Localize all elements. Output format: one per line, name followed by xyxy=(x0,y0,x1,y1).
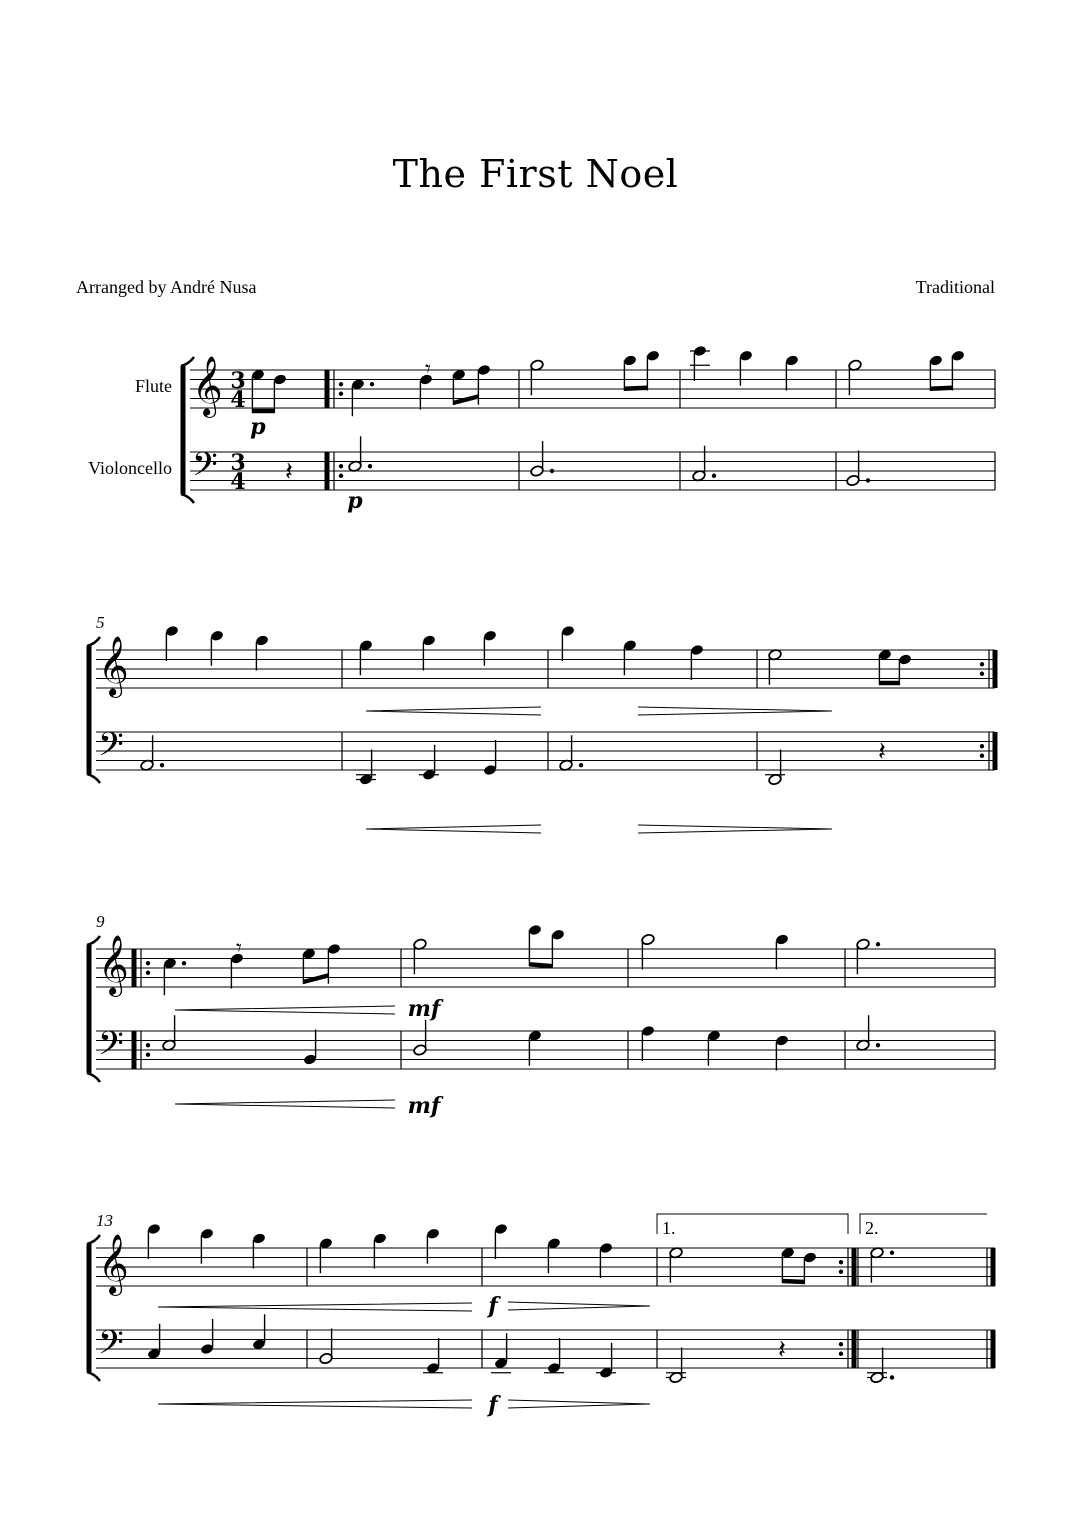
instrument-label-cello: Violoncello xyxy=(88,458,172,478)
augmentation-dot xyxy=(339,474,343,478)
augmentation-dot xyxy=(146,961,150,965)
instrument-label-flute: Flute xyxy=(134,376,172,396)
augmentation-dot xyxy=(980,662,984,666)
quarter-rest-icon: 𝄽 xyxy=(778,1335,786,1365)
time-signature-denominator: 4 xyxy=(230,469,246,495)
system-bracket xyxy=(87,774,100,783)
bass-clef-icon: 𝄢 xyxy=(192,446,218,492)
decrescendo-hairpin xyxy=(508,1400,650,1408)
augmentation-dot xyxy=(368,464,372,468)
dynamic-piano: p xyxy=(347,488,363,514)
treble-clef-icon: 𝄞 xyxy=(98,636,129,696)
dynamic-piano: p xyxy=(250,414,266,440)
time-signature-numerator: 3 xyxy=(230,450,246,476)
crescendo-hairpin xyxy=(175,1006,395,1014)
dynamic-forte: f xyxy=(488,1392,498,1418)
augmentation-dot xyxy=(839,1270,843,1274)
note-beam xyxy=(879,681,900,686)
bass-clef-icon: 𝄢 xyxy=(98,1025,124,1071)
note-beam xyxy=(252,409,275,414)
augmentation-dot xyxy=(876,942,880,946)
augmentation-dot xyxy=(550,469,554,473)
augmentation-dot xyxy=(890,1251,894,1255)
note-beam xyxy=(782,1279,805,1285)
note-beam xyxy=(930,386,953,392)
augmentation-dot xyxy=(980,672,984,676)
treble-clef-icon: 𝄞 xyxy=(98,935,129,995)
measure-number: 5 xyxy=(96,613,105,632)
first-ending-bracket xyxy=(657,1214,848,1234)
augmentation-dot xyxy=(146,1043,150,1047)
augmentation-dot xyxy=(839,1260,843,1264)
quarter-rest-icon: 𝄽 xyxy=(285,457,293,487)
augmentation-dot xyxy=(876,1043,880,1047)
augmentation-dot xyxy=(370,382,374,386)
augmentation-dot xyxy=(160,763,164,767)
system-bracket xyxy=(87,1372,100,1381)
augmentation-dot xyxy=(890,1375,894,1379)
crescendo-hairpin xyxy=(366,707,541,715)
augmentation-dot xyxy=(866,478,870,482)
augmentation-dot xyxy=(579,763,583,767)
bass-clef-icon: 𝄢 xyxy=(98,726,124,772)
augmentation-dot xyxy=(182,961,186,965)
augmentation-dot xyxy=(839,1342,843,1346)
decrescendo-hairpin xyxy=(638,825,832,833)
augmentation-dot xyxy=(712,474,716,478)
second-ending-label: 2. xyxy=(865,1218,879,1238)
augmentation-dot xyxy=(146,1053,150,1057)
augmentation-dot xyxy=(339,392,343,396)
note-beam xyxy=(303,973,329,984)
dynamic-forte: f xyxy=(488,1293,498,1319)
score-title: The First Noel xyxy=(392,152,679,196)
dynamic-mezzo-forte: mf xyxy=(407,996,441,1022)
first-ending-label: 1. xyxy=(662,1218,676,1238)
augmentation-dot xyxy=(339,464,343,468)
eighth-rest-icon: 𝄾 xyxy=(236,936,242,961)
system-bracket xyxy=(181,494,194,503)
bass-clef-icon: 𝄢 xyxy=(98,1324,124,1370)
decrescendo-hairpin xyxy=(508,1302,650,1310)
decrescendo-hairpin xyxy=(638,707,832,715)
arranger-credit: Arranged by André Nusa xyxy=(76,277,257,297)
note-beam xyxy=(453,394,479,405)
augmentation-dot xyxy=(839,1352,843,1356)
time-signature-numerator: 3 xyxy=(230,368,246,394)
quarter-rest-icon: 𝄽 xyxy=(878,737,886,767)
crescendo-hairpin xyxy=(366,825,541,833)
measure-number: 9 xyxy=(96,912,105,931)
augmentation-dot xyxy=(146,971,150,975)
crescendo-hairpin xyxy=(158,1400,472,1408)
time-signature-denominator: 4 xyxy=(230,387,246,413)
treble-clef-icon: 𝄞 xyxy=(98,1234,129,1294)
note-beam xyxy=(624,386,648,392)
crescendo-hairpin xyxy=(175,1100,395,1108)
treble-clef-icon: 𝄞 xyxy=(192,356,223,416)
augmentation-dot xyxy=(980,744,984,748)
composer-credit: Traditional xyxy=(915,277,995,297)
measure-number: 13 xyxy=(96,1211,113,1230)
eighth-rest-icon: 𝄾 xyxy=(425,357,431,382)
augmentation-dot xyxy=(980,754,984,758)
system-bracket xyxy=(87,1073,100,1082)
dynamic-mezzo-forte: mf xyxy=(407,1093,441,1119)
second-ending-bracket xyxy=(860,1214,987,1234)
crescendo-hairpin xyxy=(158,1303,472,1311)
augmentation-dot xyxy=(339,382,343,386)
